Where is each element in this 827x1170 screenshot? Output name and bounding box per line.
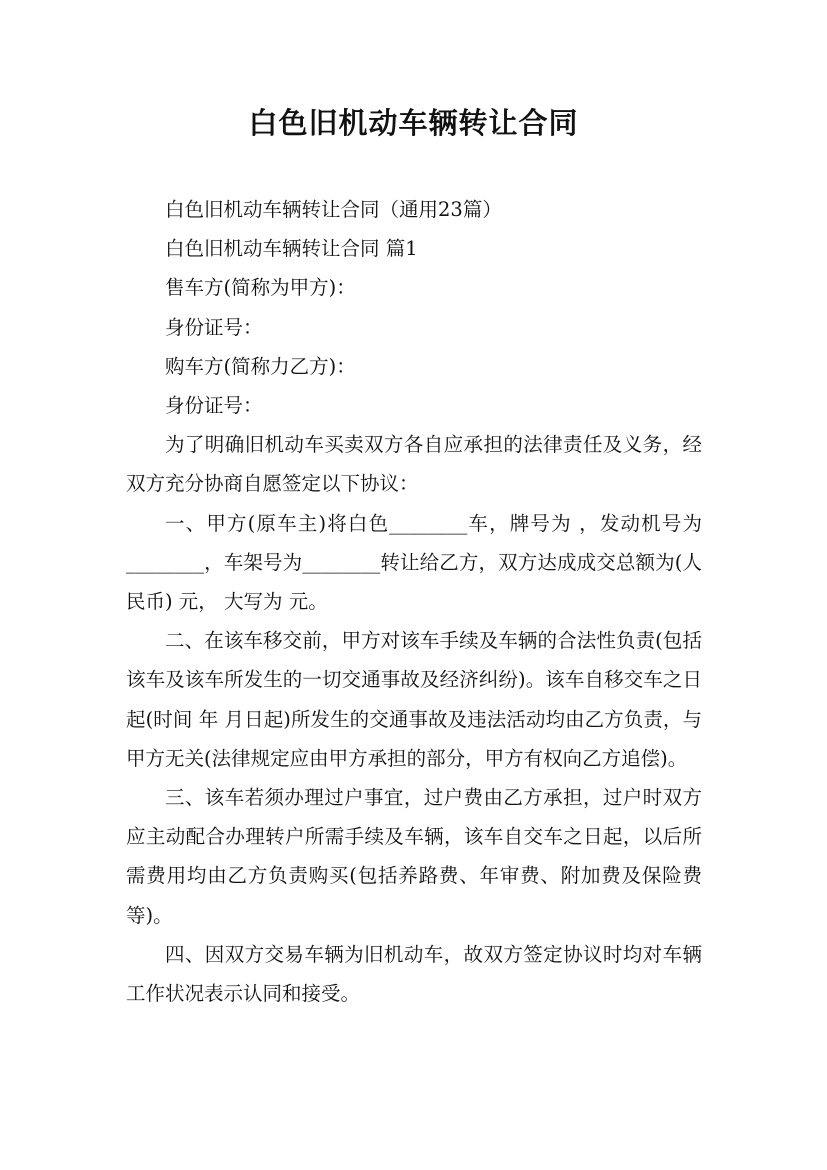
header-line: 身份证号： <box>165 315 263 339</box>
header-line: 白色旧机动车辆转让合同（通用23篇） <box>165 198 502 221</box>
contract-paragraph: 四、因双方交易车辆为旧机动车，故双方签定协议时均对车辆工作状况表示认同和接受。 <box>126 942 702 1006</box>
contract-paragraph: 为了明确旧机动车买卖双方各自应承担的法律责任及义务，经双方充分协商自愿签定以下协议： <box>126 433 702 496</box>
header-line: 白色旧机动车辆转让合同 篇1 <box>165 237 418 261</box>
document-title: 白色旧机动车辆转让合同 <box>248 106 579 140</box>
header-line: 购车方(简称力乙方)： <box>165 354 356 378</box>
contract-paragraph: 二、在该车移交前，甲方对该车手续及车辆的合法性负责(包括该车及该车所发生的一切交通事故及经济纠纷)。该车自移交车之日起(时间 年 月日起)所发生的交通事故及违法活动均由乙方负责，与甲方无关(法律规定应由甲方承担的部分，甲方有权向乙方追偿)。 <box>126 629 702 770</box>
contract-paragraph: 一、甲方(原车主)将白色________车，牌号为 ，发动机号为________，车架号为________转让给乙方，双方达成成交总额为(人民币) 元， 大写为 元。 <box>126 511 702 614</box>
header-line: 身份证号： <box>165 394 263 418</box>
header-line: 售车方(简称为甲方)： <box>165 276 356 300</box>
contract-paragraph: 三、该车若须办理过户事宜，过户费由乙方承担，过户时双方应主动配合办理转户所需手续及车辆，该车自交车之日起，以后所需费用均由乙方负责购买(包括养路费、年审费、附加费及保险费等)。 <box>126 786 702 927</box>
document-body <box>126 190 702 1013</box>
